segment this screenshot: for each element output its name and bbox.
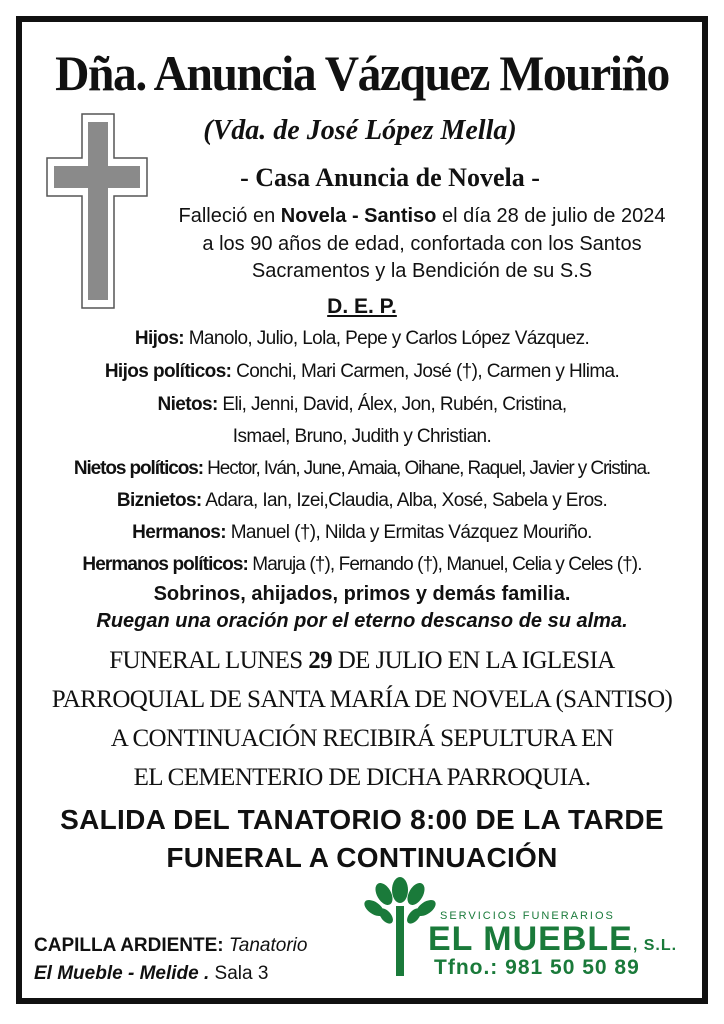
- family-line: Sobrinos, ahijados, primos y demás familia.: [153, 583, 571, 605]
- departure-line-2: FUNERAL A CONTINUACIÓN: [166, 842, 558, 873]
- widow-of: (Vda. de José López Mella): [203, 115, 517, 146]
- logo-services-text: SERVICIOS FUNERARIOS: [440, 910, 615, 922]
- relatives-hijos: Hijos: Manolo, Julio, Lola, Pepe y Carlos López Vázquez.: [134, 328, 590, 349]
- relatives-nietos: Nietos: Eli, Jenni, David, Álex, Jon, Rubén, Cristina,: [157, 394, 567, 415]
- deceased-name: Dña. Anuncia Vázquez Mouriño: [55, 45, 669, 101]
- logo-phone: Tfno.: 981 50 50 89: [434, 956, 640, 979]
- funeral-line-1: FUNERAL LUNES 29 DE JULIO EN LA IGLESIA: [109, 647, 615, 674]
- funeral-line-2: PARROQUIAL DE SANTA MARÍA DE NOVELA (SANTISO): [51, 686, 673, 713]
- chapel-line-2: El Mueble - Melide . Sala 3: [34, 963, 269, 984]
- relatives-hermanos-politicos: Hermanos políticos: Maruja (†), Fernando (†), Manuel, Celia y Celes (†).: [82, 554, 642, 575]
- house-name: - Casa Anuncia de Novela -: [240, 163, 540, 192]
- prayer-line: Ruegan una oración por el eterno descanso de su alma.: [96, 610, 628, 632]
- logo-name: EL MUEBLE, S.L.: [428, 920, 678, 958]
- departure-line-1: SALIDA DEL TANATORIO 8:00 DE LA TARDE: [60, 804, 664, 835]
- chapel-line-1: CAPILLA ARDIENTE: Tanatorio: [34, 935, 308, 956]
- relatives-nietos-line2: Ismael, Bruno, Judith y Christian.: [232, 426, 492, 447]
- relatives-hijos-politicos: Hijos políticos: Conchi, Mari Carmen, José (†), Carmen y Hlima.: [104, 361, 620, 382]
- death-line-1: Falleció en Novela - Santiso el día 28 de julio de 2024: [178, 205, 666, 227]
- funeral-line-4: EL CEMENTERIO DE DICHA PARROQUIA.: [133, 764, 591, 791]
- funeral-line-3: A CONTINUACIÓN RECIBIRÁ SEPULTURA EN: [110, 725, 614, 752]
- relatives-biznietos: Biznietos: Adara, Ian, Izei,Claudia, Alba, Xosé, Sabela y Eros.: [116, 490, 608, 511]
- death-line-3: Sacramentos y la Bendición de su S.S: [251, 260, 593, 282]
- relatives-nietos-politicos: Nietos políticos: Hector, Iván, June, Amaia, Oihane, Raquel, Javier y Cristina.: [73, 458, 651, 479]
- death-line-2: a los 90 años de edad, confortada con los Santos: [202, 233, 642, 255]
- dep-heading: D. E. P.: [327, 295, 397, 318]
- tree-icon: [364, 876, 436, 976]
- relatives-hermanos: Hermanos: Manuel (†), Nilda y Ermitas Vázquez Mouriño.: [132, 522, 592, 543]
